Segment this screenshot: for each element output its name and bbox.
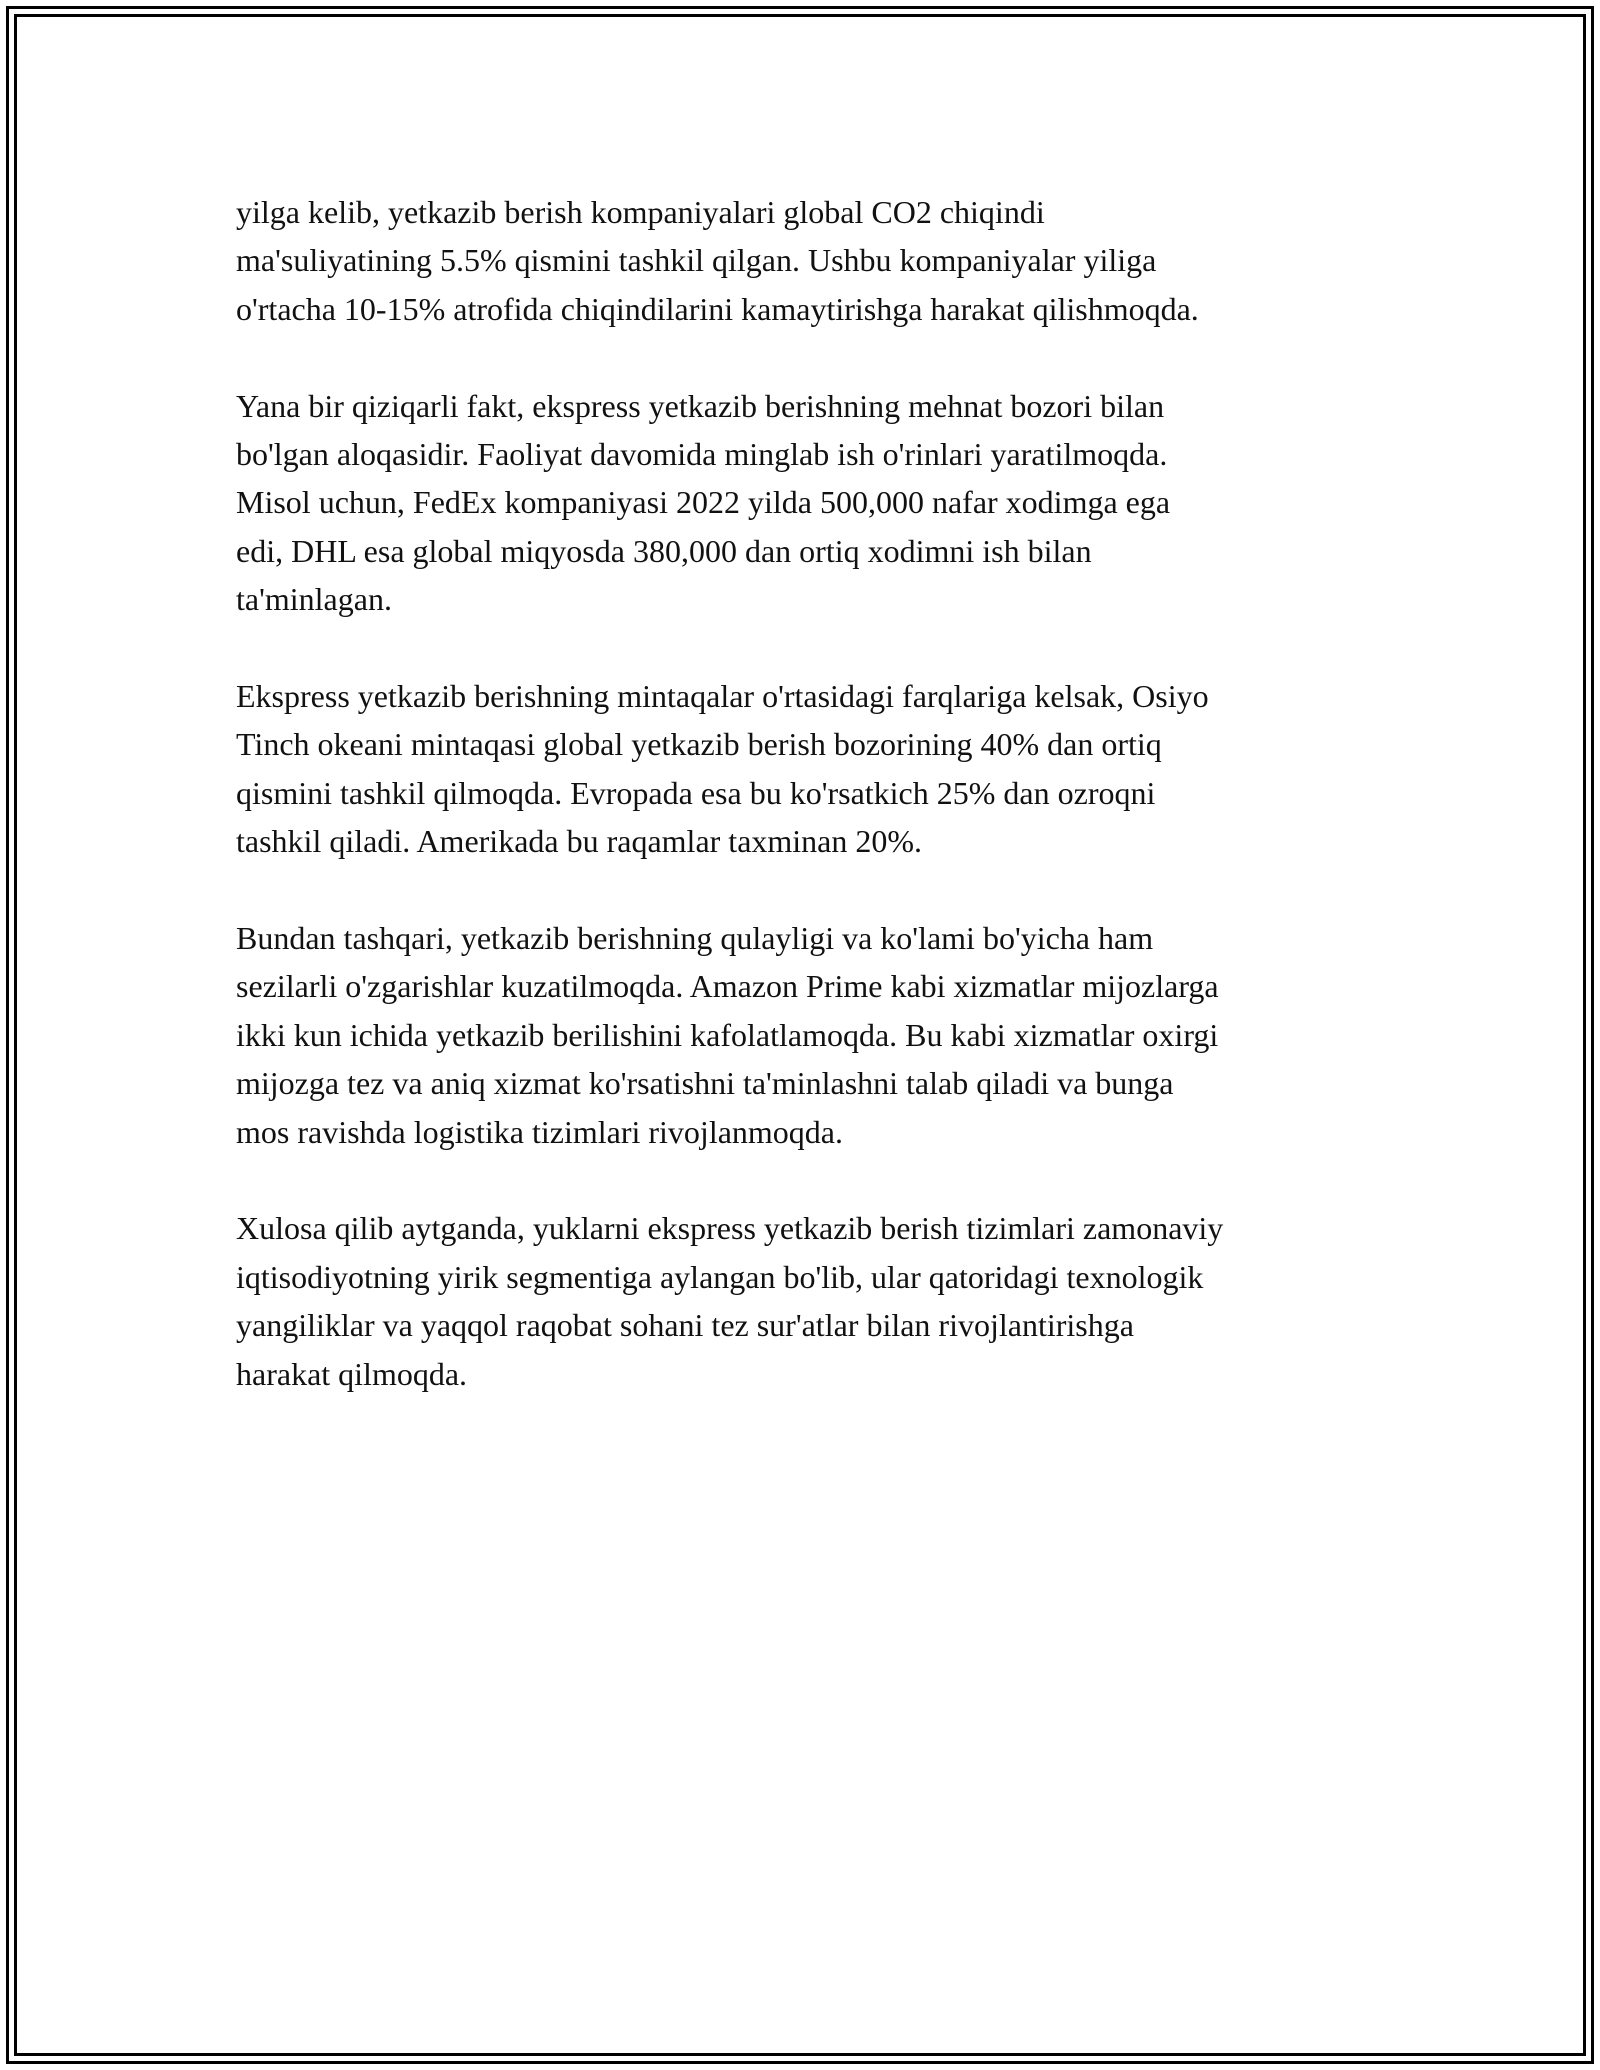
paragraph-regional-differences: Ekspress yetkazib berishning mintaqalar o'rtasidagi farqlariga kelsak, Osiyo Tinch okeani mintaqasi global yetkazib berish bozorining 40% dan ortiq qismini tashkil qilmoqda. Evropada esa bu ko'rsatkich 25% dan ozroqni tashkil qiladi. Amerikada bu raqamlar taxminan 20%. bbox=[236, 678, 1209, 860]
paragraph-delivery-convenience: Bundan tashqari, yetkazib berishning qulayligi va ko'lami bo'yicha ham sezilarli o'zgarishlar kuzatilmoqda. Amazon Prime kabi xizmatlar mijozlarga ikki kun ichida yetkazib berilishini kafolatlamoqda. Bu kabi xizmatlar oxirgi mijozga tez va aniq xizmat ko'rsatishni ta'minlashni talab qiladi va bunga mos ravishda logistika tizimlari rivojlanmoqda. bbox=[236, 920, 1219, 1150]
document-body bbox=[236, 188, 1396, 1446]
paragraph-conclusion: Xulosa qilib aytganda, yuklarni ekspress yetkazib berish tizimlari zamonaviy iqtisodiyotning yirik segmentiga aylangan bo'lib, ular qatoridagi texnologik yangiliklar va yaqqol raqobat sohani tez sur'atlar bilan rivojlantirishga harakat qilmoqda. bbox=[236, 1210, 1224, 1392]
paragraph-co2-emissions: yilga kelib, yetkazib berish kompaniyalari global CO2 chiqindi ma'suliyatining 5.5% qismini tashkil qilgan. Ushbu kompaniyalar yiliga o'rtacha 10-15% atrofida chiqindilarini kamaytirishga harakat qilishmoqda. bbox=[236, 194, 1199, 327]
paragraph-labor-market: Yana bir qiziqarli fakt, ekspress yetkazib berishning mehnat bozori bilan bo'lgan aloqasidir. Faoliyat davomida minglab ish o'rinlari yaratilmoqda. Misol uchun, FedEx kompaniyasi 2022 yilda 500,000 nafar xodimga ega edi, DHL esa global miqyosda 380,000 dan ortiq xodimni ish bilan ta'minlagan. bbox=[236, 387, 1171, 618]
